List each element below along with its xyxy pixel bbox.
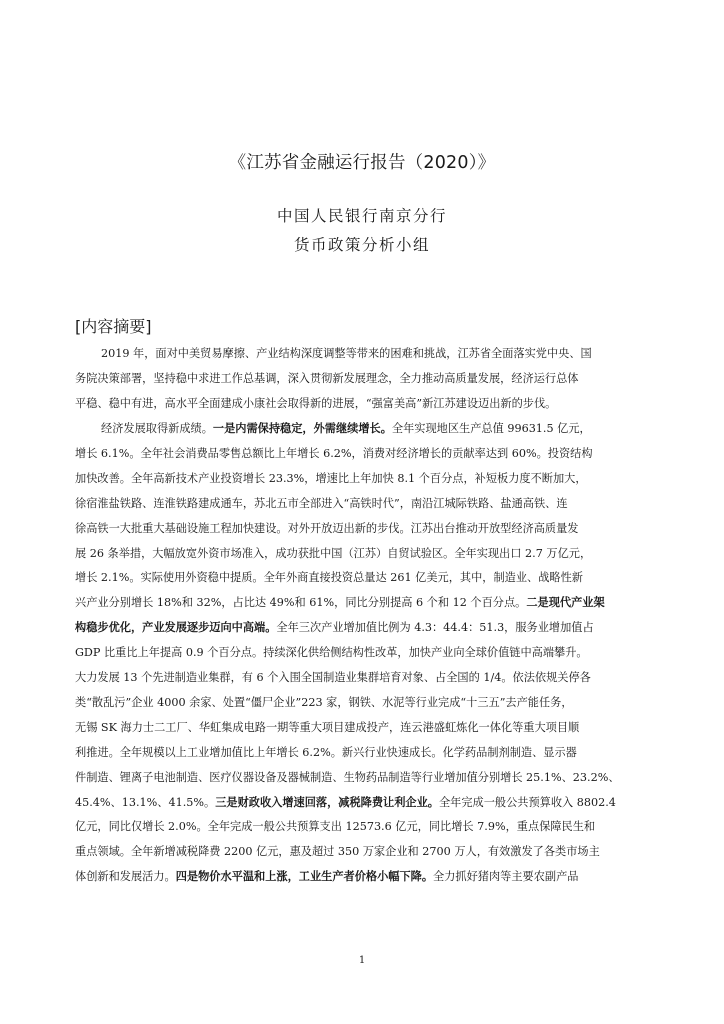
body-text: GDP 比重比上年提高 0.9 个百分点。持续深化供给侧结构性改革，加快产业向全球价值链中高端攀升。 — [75, 646, 588, 660]
body-text: 经济发展取得新成绩。 — [101, 422, 213, 435]
body-text: 展 26 条举措，大幅放宽外资市场准入，成功获批中国（江苏）自贸试验区。全年实现出口 2.7 万亿元， — [75, 546, 592, 560]
body-text: 增长 6.1%。全年社会消费品零售总额比上年增长 6.2%，消费对经济增长的贡献率达到 60%。投资结构 — [75, 446, 593, 460]
paragraph-line — [75, 744, 651, 762]
paragraph-line — [75, 794, 651, 812]
paragraph-line — [75, 545, 651, 563]
emphasis-text: 四是物价水平温和上涨，工业生产者价格小幅下降。 — [175, 870, 434, 884]
paragraph-line — [75, 719, 651, 737]
paragraph-line — [101, 420, 651, 438]
paragraph-line — [75, 843, 651, 861]
body-text: 亿元，同比仅增长 2.0%。全年完成一般公共预算支出 12573.6 亿元，同比增长 7.9%，重点保障民生和 — [75, 820, 596, 834]
body-text: 全年完成一般公共预算收入 8802.4 — [438, 795, 616, 809]
paragraph-line: 2019 年，面对中美贸易摩擦、产业结构深度调整等带来的困难和挑战，江苏省全面落实党中央、国 — [101, 347, 592, 360]
paragraph-line — [75, 495, 651, 513]
paragraph-line — [75, 445, 651, 463]
body-text: 徐宿淮盐铁路、连淮铁路建成通车，苏北五市全部进入“高铁时代”，南沿江城际铁路、盐通高铁、连 — [75, 496, 568, 510]
body-text: 利推进。全年规模以上工业增加值比上年增长 6.2%。新兴行业快速成长。化学药品制剂制造、显示器 — [75, 745, 577, 759]
paragraph-line — [75, 769, 651, 787]
emphasis-text: 一是内需保持稳定，外需继续增长。 — [212, 422, 392, 435]
paragraph-line — [75, 520, 651, 538]
report-title: 《江苏省金融运行报告（2020）》 — [228, 153, 496, 173]
paragraph-line — [75, 818, 651, 836]
paragraph-line — [75, 868, 651, 886]
paragraph-line — [75, 470, 651, 488]
paragraph-line — [75, 594, 651, 612]
section-heading: [内容摘要] — [75, 317, 152, 336]
body-text: 重点领域。全年新增减税降费 2200 亿元，惠及超过 350 万家企业和 2700 万人，有效激发了各类市场主 — [75, 845, 600, 859]
paragraph-line — [75, 644, 651, 662]
paragraph-line — [75, 619, 651, 637]
paragraph-line — [75, 569, 651, 587]
emphasis-text: 二是现代产业架 — [526, 596, 605, 610]
emphasis-text: 三是财政收入增速回落，减税降费让利企业。 — [215, 795, 439, 809]
body-text: 大力发展 13 个先进制造业集群，有 6 个入围全国制造业集群培育对象、占全国的 1/4。依法依规关停各 — [75, 671, 591, 684]
body-text: 徐高铁一大批重大基础设施工程加快建设。对外开放迈出新的步伐。江苏出台推动开放型经济高质量发 — [75, 521, 579, 535]
paragraph-line — [75, 669, 651, 687]
author-group: 货币政策分析小组 — [293, 236, 430, 254]
paragraph-line: 平稳、稳中有进，高水平全面建成小康社会取得新的进展，“强富美高”新江苏建设迈出新的步伐。 — [75, 397, 557, 410]
author-organization: 中国人民银行南京分行 — [276, 207, 447, 225]
body-text: 全力抓好猪肉等主要农副产品 — [433, 870, 579, 884]
body-text: 兴产业分别增长 18%和 32%，占比达 49%和 61%，同比分别提高 6 个和 12 个百分点。 — [75, 596, 527, 610]
page-number: 1 — [358, 955, 366, 966]
body-text: 全年三次产业增加值比例为 4.3：44.4：51.3，服务业增加值占 — [276, 621, 594, 635]
body-text: 类“散乱污”企业 4000 余家、处置“僵尸企业”223 家，钢铁、水泥等行业完成“十三五”去产能任务， — [75, 695, 573, 709]
body-text: 加快改善。全年高新技术产业投资增长 23.3%，增速比上年加快 8.1 个百分点，补短板力度不断加大， — [75, 471, 587, 485]
body-text: 体创新和发展活力。 — [75, 870, 176, 884]
body-text: 全年实现地区生产总值 99631.5 亿元， — [391, 422, 591, 435]
paragraph-line — [75, 694, 651, 712]
body-text: 件制造、锂离子电池制造、医疗仪器设备及器械制造、生物药品制造等行业增加值分别增长 25.1%、23.2%、 — [75, 770, 620, 784]
body-text: 增长 2.1%。实际使用外资稳中提质。全年外商直接投资总量达 261 亿美元，其中，制造业、战略性新 — [75, 571, 583, 585]
body-text: 45.4%、13.1%、41.5%。 — [75, 795, 216, 809]
body-text: 无锡 SK 海力士二工厂、华虹集成电路一期等重大项目建成投产，连云港盛虹炼化一体化等重大项目顺 — [75, 720, 580, 734]
emphasis-text: 构稳步优化，产业发展逐步迈向中高端。 — [75, 621, 277, 635]
paragraph-line: 务院决策部署，坚持稳中求进工作总基调，深入贯彻新发展理念，全力推动高质量发展，经济运行总体 — [75, 372, 579, 385]
